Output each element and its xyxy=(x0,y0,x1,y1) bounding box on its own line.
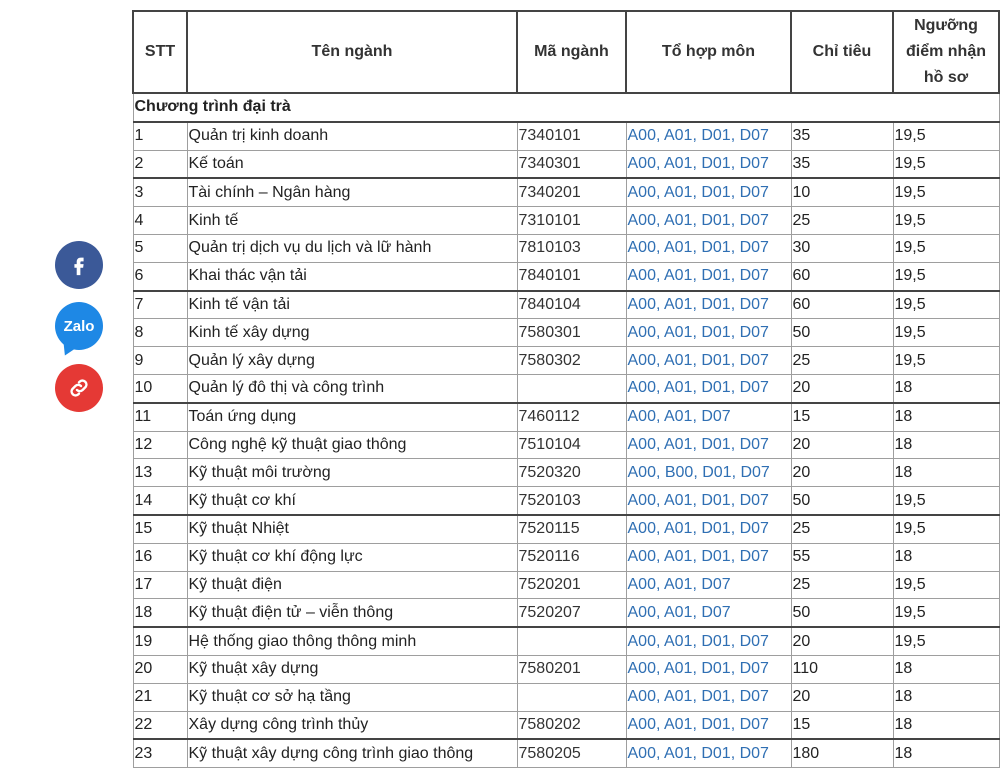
cell-ten-nganh: Kỹ thuật môi trường xyxy=(187,459,517,487)
table-row xyxy=(133,599,999,627)
cell-nguong-diem: 18 xyxy=(893,655,999,683)
cell-ten-nganh: Quản lý đô thị và công trình xyxy=(187,374,517,402)
cell-stt: 14 xyxy=(133,487,187,515)
cell-nguong-diem: 18 xyxy=(893,683,999,711)
cell-ten-nganh: Công nghệ kỹ thuật giao thông xyxy=(187,431,517,459)
cell-stt: 13 xyxy=(133,459,187,487)
table-row xyxy=(133,711,999,739)
cell-to-hop-mon[interactable]: A00, A01, D01, D07 xyxy=(626,627,791,655)
cell-nguong-diem: 18 xyxy=(893,403,999,431)
cell-stt: 17 xyxy=(133,571,187,599)
cell-nguong-diem: 19,5 xyxy=(893,150,999,178)
cell-stt: 6 xyxy=(133,262,187,290)
table-header-row xyxy=(133,11,999,93)
table-row xyxy=(133,374,999,402)
cell-to-hop-mon[interactable]: A00, A01, D01, D07 xyxy=(626,178,791,206)
cell-ten-nganh: Kinh tế xyxy=(187,207,517,235)
table-row xyxy=(133,347,999,375)
cell-ten-nganh: Hệ thống giao thông thông minh xyxy=(187,627,517,655)
cell-to-hop-mon[interactable]: A00, A01, D07 xyxy=(626,571,791,599)
cell-to-hop-mon[interactable]: A00, A01, D01, D07 xyxy=(626,543,791,571)
cell-nguong-diem: 18 xyxy=(893,711,999,739)
cell-ten-nganh: Kỹ thuật cơ khí xyxy=(187,487,517,515)
cell-stt: 3 xyxy=(133,178,187,206)
cell-chi-tieu: 25 xyxy=(791,347,893,375)
table-row xyxy=(133,234,999,262)
cell-ma-nganh: 7460112 xyxy=(517,403,626,431)
cell-to-hop-mon[interactable]: A00, A01, D01, D07 xyxy=(626,262,791,290)
cell-to-hop-mon[interactable]: A00, A01, D01, D07 xyxy=(626,122,791,150)
cell-ma-nganh: 7580202 xyxy=(517,711,626,739)
cell-chi-tieu: 20 xyxy=(791,459,893,487)
cell-to-hop-mon[interactable]: A00, A01, D01, D07 xyxy=(626,431,791,459)
table-row xyxy=(133,515,999,543)
admission-table xyxy=(132,10,1000,768)
cell-chi-tieu: 20 xyxy=(791,627,893,655)
zalo-icon: Zalo xyxy=(63,317,95,335)
cell-ma-nganh: 7340201 xyxy=(517,178,626,206)
cell-to-hop-mon[interactable]: A00, A01, D01, D07 xyxy=(626,291,791,319)
cell-stt: 21 xyxy=(133,683,187,711)
cell-ma-nganh: 7580302 xyxy=(517,347,626,375)
cell-chi-tieu: 15 xyxy=(791,403,893,431)
cell-nguong-diem: 19,5 xyxy=(893,262,999,290)
header-stt: STT xyxy=(133,11,187,93)
cell-ma-nganh: 7340301 xyxy=(517,150,626,178)
cell-chi-tieu: 15 xyxy=(791,711,893,739)
link-icon xyxy=(67,376,91,400)
cell-stt: 19 xyxy=(133,627,187,655)
table-row xyxy=(133,571,999,599)
cell-stt: 22 xyxy=(133,711,187,739)
cell-to-hop-mon[interactable]: A00, A01, D01, D07 xyxy=(626,515,791,543)
cell-chi-tieu: 60 xyxy=(791,262,893,290)
cell-ma-nganh: 7840104 xyxy=(517,291,626,319)
cell-ten-nganh: Kỹ thuật cơ sở hạ tầng xyxy=(187,683,517,711)
table-row xyxy=(133,178,999,206)
cell-ma-nganh: 7340101 xyxy=(517,122,626,150)
cell-stt: 1 xyxy=(133,122,187,150)
cell-to-hop-mon[interactable]: A00, A01, D07 xyxy=(626,599,791,627)
facebook-icon xyxy=(68,254,90,276)
table-row xyxy=(133,150,999,178)
cell-chi-tieu: 25 xyxy=(791,207,893,235)
header-ten-nganh: Tên ngành xyxy=(187,11,517,93)
cell-stt: 20 xyxy=(133,655,187,683)
cell-ma-nganh: 7310101 xyxy=(517,207,626,235)
cell-ma-nganh: 7520201 xyxy=(517,571,626,599)
cell-chi-tieu: 180 xyxy=(791,739,893,767)
table-row xyxy=(133,543,999,571)
cell-chi-tieu: 25 xyxy=(791,571,893,599)
cell-to-hop-mon[interactable]: A00, A01, D01, D07 xyxy=(626,150,791,178)
table-row xyxy=(133,431,999,459)
copy-link-button[interactable] xyxy=(55,364,103,412)
table-row xyxy=(133,655,999,683)
cell-stt: 15 xyxy=(133,515,187,543)
cell-nguong-diem: 19,5 xyxy=(893,207,999,235)
cell-ten-nganh: Toán ứng dụng xyxy=(187,403,517,431)
cell-to-hop-mon[interactable]: A00, A01, D01, D07 xyxy=(626,739,791,767)
cell-nguong-diem: 19,5 xyxy=(893,178,999,206)
cell-stt: 4 xyxy=(133,207,187,235)
cell-nguong-diem: 19,5 xyxy=(893,234,999,262)
cell-stt: 8 xyxy=(133,319,187,347)
cell-chi-tieu: 50 xyxy=(791,599,893,627)
cell-ten-nganh: Tài chính – Ngân hàng xyxy=(187,178,517,206)
cell-chi-tieu: 20 xyxy=(791,683,893,711)
cell-ma-nganh xyxy=(517,374,626,402)
cell-ma-nganh xyxy=(517,627,626,655)
cell-stt: 23 xyxy=(133,739,187,767)
section-title: Chương trình đại trà xyxy=(133,93,999,122)
cell-chi-tieu: 30 xyxy=(791,234,893,262)
cell-ma-nganh: 7510104 xyxy=(517,431,626,459)
facebook-share-button[interactable] xyxy=(55,241,103,289)
cell-to-hop-mon[interactable]: A00, A01, D01, D07 xyxy=(626,683,791,711)
cell-stt: 10 xyxy=(133,374,187,402)
cell-ma-nganh: 7810103 xyxy=(517,234,626,262)
cell-chi-tieu: 55 xyxy=(791,543,893,571)
cell-stt: 9 xyxy=(133,347,187,375)
cell-to-hop-mon[interactable]: A00, A01, D01, D07 xyxy=(626,234,791,262)
cell-ma-nganh: 7580301 xyxy=(517,319,626,347)
cell-nguong-diem: 18 xyxy=(893,431,999,459)
cell-ten-nganh: Quản lý xây dựng xyxy=(187,347,517,375)
header-ma-nganh: Mã ngành xyxy=(517,11,626,93)
table-row xyxy=(133,627,999,655)
zalo-share-button[interactable] xyxy=(55,302,103,350)
cell-ma-nganh: 7520103 xyxy=(517,487,626,515)
cell-to-hop-mon[interactable]: A00, A01, D01, D07 xyxy=(626,319,791,347)
cell-ma-nganh: 7580205 xyxy=(517,739,626,767)
cell-ten-nganh: Kỹ thuật điện tử – viễn thông xyxy=(187,599,517,627)
header-to-hop-mon: Tổ hợp môn xyxy=(626,11,791,93)
cell-chi-tieu: 25 xyxy=(791,515,893,543)
cell-to-hop-mon[interactable]: A00, A01, D01, D07 xyxy=(626,487,791,515)
section-row xyxy=(133,93,999,122)
cell-nguong-diem: 18 xyxy=(893,543,999,571)
cell-chi-tieu: 20 xyxy=(791,431,893,459)
cell-to-hop-mon[interactable]: A00, B00, D01, D07 xyxy=(626,459,791,487)
table-row xyxy=(133,739,999,767)
table-row xyxy=(133,291,999,319)
table-row xyxy=(133,207,999,235)
cell-ten-nganh: Kỹ thuật xây dựng xyxy=(187,655,517,683)
cell-to-hop-mon[interactable]: A00, A01, D01, D07 xyxy=(626,347,791,375)
cell-ten-nganh: Kinh tế xây dựng xyxy=(187,319,517,347)
table-row xyxy=(133,262,999,290)
cell-chi-tieu: 50 xyxy=(791,487,893,515)
cell-stt: 16 xyxy=(133,543,187,571)
cell-nguong-diem: 18 xyxy=(893,374,999,402)
table-row xyxy=(133,403,999,431)
cell-nguong-diem: 19,5 xyxy=(893,487,999,515)
table-row xyxy=(133,459,999,487)
cell-stt: 7 xyxy=(133,291,187,319)
cell-chi-tieu: 20 xyxy=(791,374,893,402)
cell-ma-nganh xyxy=(517,683,626,711)
table-row xyxy=(133,487,999,515)
cell-stt: 5 xyxy=(133,234,187,262)
cell-nguong-diem: 18 xyxy=(893,739,999,767)
cell-chi-tieu: 35 xyxy=(791,122,893,150)
cell-chi-tieu: 35 xyxy=(791,150,893,178)
cell-nguong-diem: 18 xyxy=(893,459,999,487)
cell-to-hop-mon[interactable]: A00, A01, D07 xyxy=(626,403,791,431)
cell-ten-nganh: Khai thác vận tải xyxy=(187,262,517,290)
zalo-bubble-tail xyxy=(59,344,74,358)
header-chi-tieu: Chỉ tiêu xyxy=(791,11,893,93)
cell-ten-nganh: Kế toán xyxy=(187,150,517,178)
cell-ten-nganh: Quản trị kinh doanh xyxy=(187,122,517,150)
cell-nguong-diem: 19,5 xyxy=(893,599,999,627)
table-row xyxy=(133,122,999,150)
cell-stt: 11 xyxy=(133,403,187,431)
table-row xyxy=(133,683,999,711)
cell-nguong-diem: 19,5 xyxy=(893,627,999,655)
cell-to-hop-mon[interactable]: A00, A01, D01, D07 xyxy=(626,711,791,739)
cell-chi-tieu: 10 xyxy=(791,178,893,206)
cell-nguong-diem: 19,5 xyxy=(893,515,999,543)
cell-ma-nganh: 7520320 xyxy=(517,459,626,487)
cell-chi-tieu: 60 xyxy=(791,291,893,319)
cell-to-hop-mon[interactable]: A00, A01, D01, D07 xyxy=(626,207,791,235)
cell-ten-nganh: Xây dựng công trình thủy xyxy=(187,711,517,739)
table-row xyxy=(133,319,999,347)
cell-chi-tieu: 50 xyxy=(791,319,893,347)
cell-ma-nganh: 7520207 xyxy=(517,599,626,627)
cell-chi-tieu: 110 xyxy=(791,655,893,683)
cell-ma-nganh: 7520115 xyxy=(517,515,626,543)
header-nguong-diem: Ngưỡng điểm nhận hồ sơ xyxy=(893,11,999,93)
cell-nguong-diem: 19,5 xyxy=(893,122,999,150)
cell-ten-nganh: Kỹ thuật xây dựng công trình giao thông xyxy=(187,739,517,767)
cell-ten-nganh: Kỹ thuật cơ khí động lực xyxy=(187,543,517,571)
cell-ten-nganh: Kinh tế vận tải xyxy=(187,291,517,319)
cell-stt: 18 xyxy=(133,599,187,627)
cell-ma-nganh: 7520116 xyxy=(517,543,626,571)
cell-nguong-diem: 19,5 xyxy=(893,319,999,347)
cell-ma-nganh: 7580201 xyxy=(517,655,626,683)
cell-nguong-diem: 19,5 xyxy=(893,571,999,599)
cell-to-hop-mon[interactable]: A00, A01, D01, D07 xyxy=(626,655,791,683)
cell-to-hop-mon[interactable]: A00, A01, D01, D07 xyxy=(626,374,791,402)
cell-ten-nganh: Quản trị dịch vụ du lịch và lữ hành xyxy=(187,234,517,262)
cell-nguong-diem: 19,5 xyxy=(893,291,999,319)
cell-stt: 2 xyxy=(133,150,187,178)
cell-ten-nganh: Kỹ thuật Nhiệt xyxy=(187,515,517,543)
cell-stt: 12 xyxy=(133,431,187,459)
cell-nguong-diem: 19,5 xyxy=(893,347,999,375)
cell-ma-nganh: 7840101 xyxy=(517,262,626,290)
cell-ten-nganh: Kỹ thuật điện xyxy=(187,571,517,599)
